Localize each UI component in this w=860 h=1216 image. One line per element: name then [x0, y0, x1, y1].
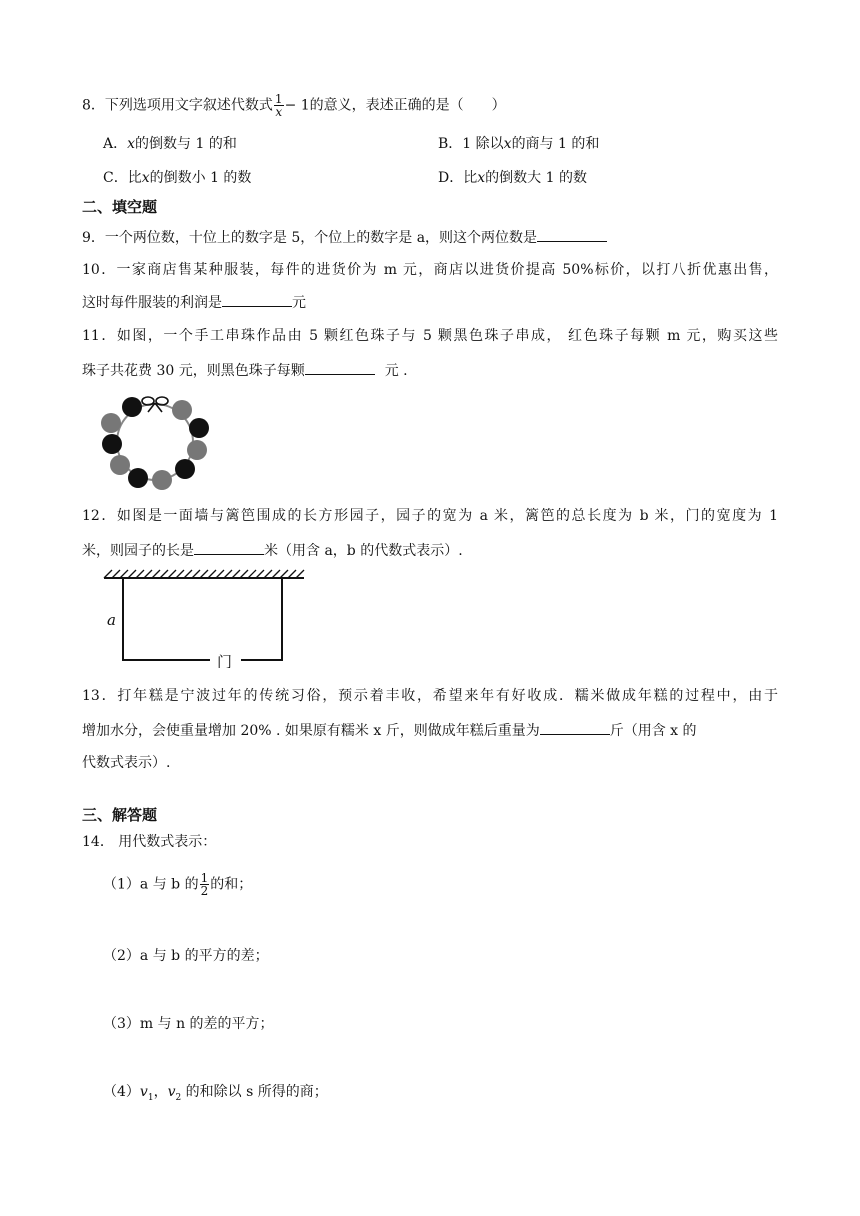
- question-11-line-2: [82, 360, 408, 381]
- gray-bead: [101, 413, 121, 433]
- q14-p1-fraction: [200, 872, 210, 897]
- q14-part-1: [103, 872, 252, 897]
- q8-option-d-prefix: D．比: [438, 170, 478, 186]
- q14-p1-suffix: 的和；: [210, 876, 253, 893]
- q14-p1-frac-num: 1: [200, 871, 209, 885]
- black-bead: [128, 468, 148, 488]
- fence-left-bottom: [123, 578, 210, 660]
- question-12-line-1: 12．如图是一面墙与篱笆围成的长方形园子，园子的宽为 a 米，篱笆的总长度为 b 米，门的宽度为 1: [82, 508, 778, 524]
- q8-fraction: [274, 93, 284, 118]
- wall-hatching: [104, 570, 304, 578]
- q8-option-a-var: x: [127, 136, 136, 152]
- q11-line2-prefix: 珠子共花费 30 元，则黑色珠子每颗: [82, 363, 305, 379]
- q8-option-a: [103, 134, 237, 154]
- q14-part-2: （2）a 与 b 的平方的差；: [103, 948, 269, 964]
- question-10-line-1: 10．一家商店售某种服装，每件的进货价为 m 元，商店以进货价提高 50%标价，以打八折优惠出售，: [82, 262, 778, 278]
- q8-option-d-var: x: [477, 170, 486, 186]
- q8-prefix: 8．下列选项用文字叙述代数式: [82, 97, 273, 114]
- q8-option-b-prefix: B．1 除以: [438, 136, 504, 152]
- question-10-line-2: [82, 292, 306, 313]
- q8-option-b-var: x: [503, 136, 512, 152]
- q14-part-4: [103, 1082, 328, 1108]
- q8-option-d-text: 的倒数大 1 的数: [485, 170, 587, 186]
- q13-line2-suffix: 斤（用含 x 的: [609, 723, 697, 739]
- q13-answer-blank[interactable]: [540, 720, 610, 735]
- bead-necklace-figure: [98, 392, 218, 492]
- q8-option-c-var: x: [141, 170, 150, 186]
- question-8-stem: [82, 93, 506, 118]
- q8-frac-den: x: [275, 105, 283, 119]
- q8-option-a-text: 的倒数与 1 的和: [135, 136, 237, 152]
- question-11-line-1: 11．如图，一个手工串珠作品由 5 颗红色珠子与 5 颗黑色珠子串成， 红色珠子每颗 m 元，购买这些: [82, 328, 778, 344]
- question-14-stem: 14． 用代数式表示：: [82, 834, 217, 850]
- q14-p1-frac-den: 2: [200, 884, 209, 898]
- q8-option-b-text: 的商与 1 的和: [511, 136, 600, 152]
- section-3-heading: 三、解答题: [82, 806, 158, 824]
- q9-answer-blank[interactable]: [537, 227, 607, 242]
- q12-line2-suffix: 米（用含 a，b 的代数式表示）.: [264, 543, 463, 559]
- q11-line2-suffix: 元 .: [384, 363, 408, 379]
- q14-p4-v2: v: [167, 1084, 176, 1100]
- q8-option-c: [103, 168, 251, 188]
- q8-expr-tail: − 1: [284, 97, 310, 114]
- q8-option-c-text: 的倒数小 1 的数: [149, 170, 252, 186]
- q10-line2-prefix: 这时每件服装的利润是: [82, 295, 222, 311]
- q11-answer-blank[interactable]: [305, 360, 375, 375]
- q10-answer-blank[interactable]: [222, 292, 292, 307]
- black-bead: [189, 418, 209, 438]
- q12-answer-blank[interactable]: [194, 540, 264, 555]
- black-bead: [122, 397, 142, 417]
- q14-p4-sub1: 1: [147, 1092, 154, 1103]
- q14-part-3: （3）m 与 n 的差的平方；: [103, 1016, 274, 1032]
- q8-option-c-prefix: C．比: [103, 170, 142, 186]
- q8-frac-num: 1: [274, 92, 283, 106]
- question-13-line-1: 13．打年糕是宁波过年的传统习俗，预示着丰收，希望来年有好收成．糯米做成年糕的过程中，由于: [82, 688, 778, 704]
- q12-line2-prefix: 米，则园子的长是: [82, 543, 194, 559]
- q14-p4-prefix: （4）: [103, 1084, 140, 1100]
- gray-bead: [110, 455, 130, 475]
- black-bead: [175, 459, 195, 479]
- q8-option-d: [438, 168, 587, 188]
- section-2-heading: 二、填空题: [82, 198, 158, 216]
- q14-p4-suffix: 的和除以 s 所得的商；: [181, 1084, 328, 1100]
- fence-bottom-right: [241, 578, 282, 660]
- q10-line2-suffix: 元: [292, 295, 306, 311]
- q8-suffix: 的意义，表述正确的是（ ）: [309, 97, 506, 114]
- gray-bead: [152, 470, 172, 490]
- q9-text: 9．一个两位数，十位上的数字是 5，个位上的数字是 a，则这个两位数是: [82, 230, 538, 246]
- q13-line2-prefix: 增加水分，会使重量增加 20% . 如果原有糯米 x 斤，则做成年糕后重量为: [82, 723, 540, 739]
- gray-bead: [187, 440, 207, 460]
- q14-p4-v1: v: [139, 1084, 148, 1100]
- garden-figure: [98, 568, 313, 668]
- garden-width-label: a: [107, 611, 116, 629]
- q8-option-b: [438, 134, 599, 154]
- q14-p1-prefix: （1）a 与 b 的: [103, 876, 199, 893]
- question-13-line-3: 代数式表示）.: [82, 755, 171, 771]
- question-9: [82, 227, 607, 248]
- question-12-line-2: [82, 540, 463, 561]
- question-13-line-2: [82, 720, 697, 741]
- q14-p4-sep: ，: [153, 1084, 168, 1100]
- q8-option-a-prefix: A．: [103, 136, 128, 152]
- q14-p4-sub2: 2: [175, 1092, 182, 1103]
- garden-door-label: 门: [217, 653, 233, 668]
- gray-bead: [172, 400, 192, 420]
- black-bead: [102, 434, 122, 454]
